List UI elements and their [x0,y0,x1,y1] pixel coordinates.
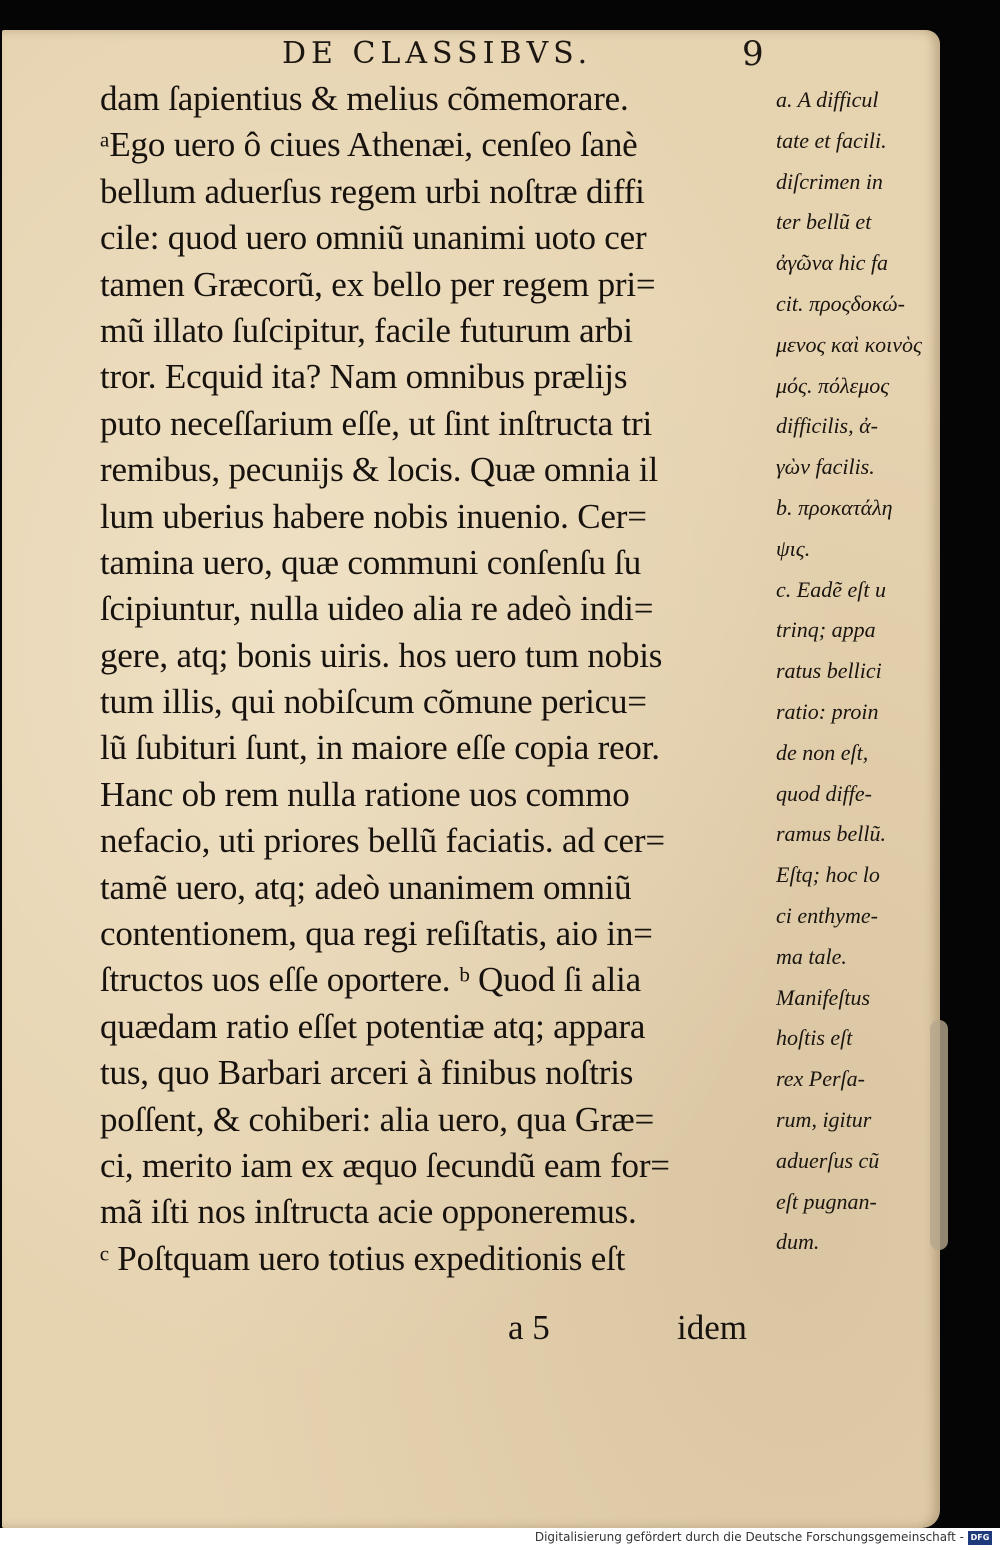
text-line: mũ illato ſuſcipitur, facile futurum arbi [100,310,633,350]
marginal-note-line: ratio: proin [776,698,879,724]
marginal-note-line: ratus bellici [776,658,882,684]
marginal-note-line: cit. προςδοκώ- [776,290,905,316]
text-line: ci, merito iam ex æquo ſecundũ eam for= [100,1145,670,1185]
signature-mark: a 5 [508,1308,550,1347]
text-line: tamen Græcorũ, ex bello per regem pri= [100,264,656,304]
text-line: tamẽ uero, atq; adeò unanimem omniũ [100,867,632,907]
text-line: ſcipiuntur, nulla uideo alia re adeò indi= [100,589,654,629]
text-line: ᵃEgo uero ô ciues Athenæi, cenſeo ſanè [100,125,638,165]
marginal-note-line: diſcrimen in [776,168,883,194]
marginal-note-line: ci enthyme- [776,902,878,928]
text-line: lũ ſubituri ſunt, in maiore eſſe copia reor. [100,728,660,768]
text-line: lum uberius habere nobis inuenio. Cer= [100,496,647,536]
text-line: ᶜ Poſtquam uero totius expeditionis eſt [100,1238,626,1278]
marginal-note-line: eſt pugnan- [776,1188,877,1214]
marginal-note-line: rum, igitur [776,1106,872,1132]
text-line: puto neceſſarium eſſe, ut ſint inſtructa tri [100,403,653,443]
text-line: gere, atq; bonis uiris. hos uero tum nobis [100,635,663,675]
text-line: nefacio, uti priores bellũ faciatis. ad cer= [100,821,665,861]
text-line: cile: quod uero omniũ unanimi uoto cer [100,218,647,258]
marginal-note-line: difficilis, ἀ- [776,413,878,439]
marginal-note-line: de non eſt, [776,739,869,765]
dfg-logo-icon: DFG [968,1531,992,1545]
credit-text: Digitalisierung gefördert durch die Deutsche Forschungsgemeinschaft - [534,1530,964,1544]
marginal-notes-column [776,80,932,1263]
marginal-note-line: trinq; appa [776,617,876,643]
text-line: dam ſapientius & melius cõmemorare. [100,79,629,118]
marginal-note-line: γὼν facilis. [776,454,875,480]
marginal-note-line: b. προκατάλη [776,494,893,520]
text-line: contentionem, qua regi reſiſtatis, aio in= [100,914,653,954]
catchword: idem [677,1308,747,1347]
marginal-note-line: quod diffe- [776,780,872,806]
marginal-note-line: dum. [776,1229,820,1255]
marginal-note-line: aduerſus cũ [776,1147,880,1173]
page-number: 9 [742,34,764,74]
text-line: tamina uero, quæ communi conſenſu ſu [100,542,642,582]
marginal-note-line: Eſtq; hoc lo [776,862,880,888]
marginal-note-line: hoſtis eſt [776,1025,853,1051]
marginal-note-line: c. Eadẽ eſt u [776,576,886,602]
page-edge [930,1020,948,1250]
text-line: tror. Ecquid ita? Nam omnibus prælijs [100,357,628,397]
text-line: tus, quo Barbari arceri à finibus noſtris [100,1053,634,1093]
text-line: bellum aduerſus regem urbi noſtræ diffi [100,171,645,211]
text-line: ſtructos uos eſſe oportere. ᵇ Quod ſi alia [100,960,641,1000]
marginal-note-line: a. A difficul [776,87,879,112]
marginal-note-line: μενος καὶ κοινὸς [776,331,922,357]
marginal-note-line: tate et facili. [776,127,887,153]
digitization-credit-bar [0,1528,1000,1550]
running-head: DE CLASSIBVS. [282,36,593,71]
text-line: tum illis, qui nobiſcum cõmune pericu= [100,682,647,722]
text-line: poſſent, & cohiberi: alia uero, qua Græ= [100,1099,655,1139]
marginal-note-line: rex Perſa- [776,1066,865,1092]
marginal-note-line: ἀγῶνα hic fa [776,250,889,276]
main-text-column [100,76,770,1282]
marginal-note-line: Manifeſtus [776,984,871,1010]
marginal-note-line: ter bellũ et [776,209,872,235]
text-line: remibus, pecunijs & locis. Quæ omnia il [100,450,658,490]
text-line: mã iſti nos inſtructa acie opponeremus. [100,1192,637,1232]
text-line: Hanc ob rem nulla ratione uos commo [100,774,630,814]
text-line: quædam ratio eſſet potentiæ atq; appara [100,1006,646,1046]
marginal-note-line: ψις. [776,535,811,561]
marginal-note-line: μός. πόλεμος [776,372,890,398]
marginal-note-line: ramus bellũ. [776,821,886,847]
marginal-note-line: ma tale. [776,943,847,969]
